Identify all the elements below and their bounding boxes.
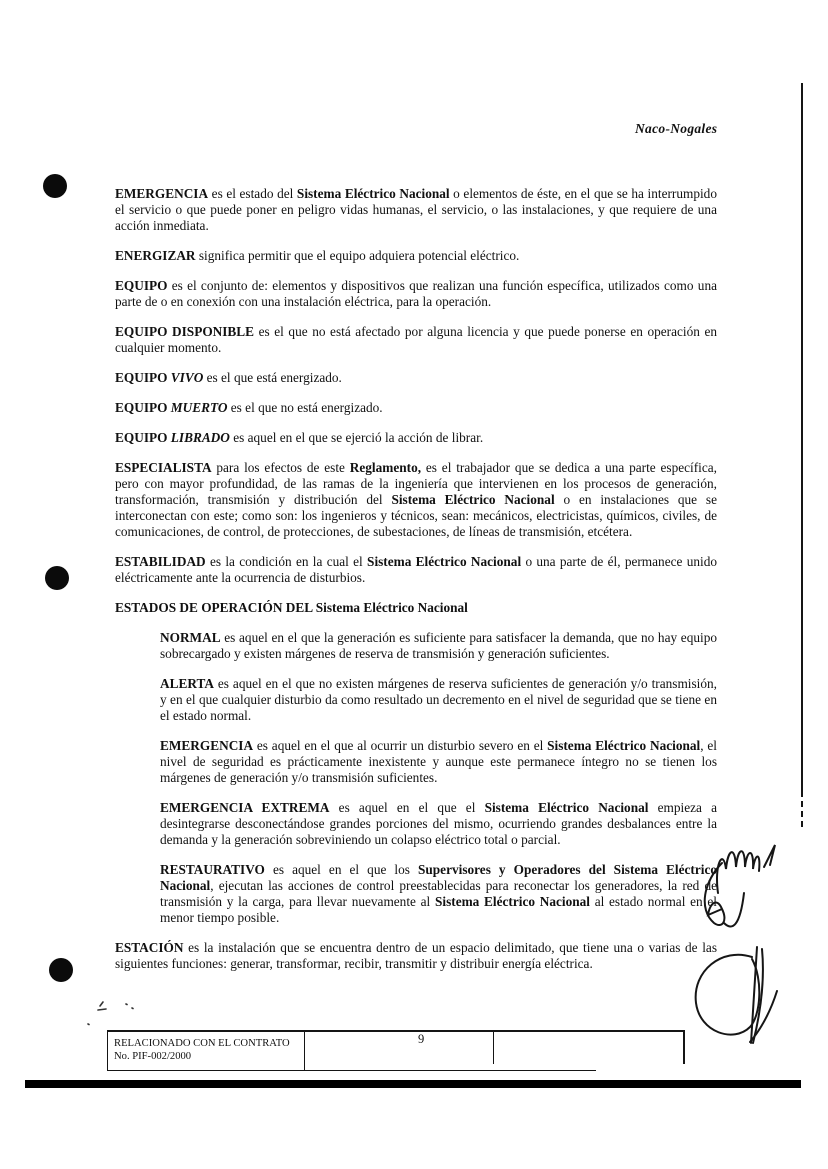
term-emphasis: ESPECIALISTA [115,460,212,475]
body-text: significa permitir que el equipo adquiera potencial eléctrico. [195,248,520,263]
hole-punch-mark [49,958,73,982]
term-emphasis: Sistema Eléctrico Nacional [547,738,701,753]
footer-table-bottom-border [107,1070,596,1071]
page-number: 9 [418,1032,425,1046]
footer-table-top-border [107,1030,685,1032]
signature-scribble-upper [705,845,775,927]
footer-contract-line2: No. PIF-002/2000 [114,1051,192,1062]
paragraph [160,800,717,848]
hole-punch-mark [43,174,67,198]
paragraph [115,186,717,234]
term-emphasis: Sistema Eléctrico Nacional [296,186,450,201]
footer-table-divider [493,1030,494,1064]
term-emphasis: EMERGENCIA [160,738,254,753]
body-text: , el nivel de seguridad es prácticamente inexistente y aunque este permanece íntegro no se tienen los márgenes de generación y/o transmisión suficientes. [160,738,717,785]
term-emphasis: Supervisores y Operadores del Sistema Eléctrico Nacional [160,862,717,893]
body-text: o en instalaciones que se interconectan con este; como son: los ingenieros y técnicos, sean: mecánicos, electricistas, químicos, civiles, de comunicaciones, de control, de protecciones, de subestaciones, de líneas de transmisión, etcétera. [115,492,717,539]
term-emphasis: EQUIPO DISPONIBLE [115,324,255,339]
body-text: , ejecutan las acciones de control preestablecidas para reconectar los generadores, la red de transmisión y la carga, para llevar nuevamente al [160,878,717,909]
term-emphasis: ALERTA [160,676,214,691]
signature-scribble-lower [696,947,777,1043]
body-text: es aquel en el que la generación es suficiente para satisfacer la demanda, que no hay equipo sobrecargado y existen márgenes de reserva de transmisión y generación suficientes. [160,630,717,661]
footer-table-left-border [107,1030,108,1071]
paragraph [115,248,717,264]
body-text: es aquel en el que el [329,800,485,815]
term-emphasis: Reglamento, [349,460,422,475]
header-title: Naco-Nogales [635,121,718,136]
signature-scribbles [680,835,800,1050]
body-text: es aquel en el que los [264,862,418,877]
body-text: o una parte de él, permanece unido eléctricamente ante la ocurrencia de disturbios. [115,554,717,585]
paragraph [115,554,717,586]
body-text: es aquel en el que no existen márgenes de reserva suficientes de generación y/o transmisión, y en el que cualquier disturbio da como resultado un decremento en el nivel de seguridad que se tiene en el estado normal. [160,676,717,723]
body-text: es aquel en el que al ocurrir un disturbio severo en el [253,738,548,753]
document-body [115,186,717,986]
term-emphasis: EMERGENCIA [115,186,209,201]
body-text: o elementos de éste, en el que se ha interrumpido el servicio o que puede poner en peligro vidas humanas, el servicio, o las instalaciones, y que requiere de una acción inmediata. [115,186,717,233]
term-emphasis: LIBRADO [170,430,230,445]
body-text: es el que no está afectado por alguna licencia y que puede ponerse en operación en cualquier momento. [115,324,717,355]
body-text: es el que no está energizado. [227,400,383,415]
paragraph [160,862,717,926]
footer-table-divider [304,1030,305,1071]
body-text: es aquel en el que se ejerció la acción de librar. [229,430,484,445]
term-emphasis: Sistema Eléctrico Nacional [484,800,649,815]
term-emphasis: EMERGENCIA EXTREMA [160,800,330,815]
term-emphasis: RESTAURATIVO [160,862,265,877]
body-text: es el conjunto de: elementos y dispositivos que realizan una función específica, utilizados como una parte de o en conexión con una instalación eléctrica, para la operación. [115,278,717,309]
term-emphasis: MUERTO [170,400,228,415]
term-emphasis: VIVO [170,370,204,385]
paragraph [160,738,717,786]
pencil-marks [78,998,148,1028]
term-emphasis: ENERGIZAR [115,248,196,263]
paragraph [115,370,717,386]
paragraph [115,600,717,616]
term-emphasis: ESTABILIDAD [115,554,206,569]
term-emphasis: EQUIPO [115,278,168,293]
body-text: es el estado del [208,186,297,201]
paragraph [115,430,717,446]
term-emphasis: EQUIPO [115,370,171,385]
body-text: es la instalación que se encuentra dentro de un espacio delimitado, que tiene una o varias de las siguientes funciones: generar, transformar, recibir, transmitir y distribuir energía eléctrica. [115,940,717,971]
term-emphasis: EQUIPO [115,400,171,415]
paragraph [115,940,717,972]
page-edge-line-dashed [801,791,803,827]
body-text: es la condición en la cual el [205,554,368,569]
term-emphasis: Sistema Eléctrico Nacional [391,492,555,507]
paragraph [115,324,717,356]
body-text: empieza a desintegrarse desconectándose grandes porciones del mismo, ocurriendo grandes desbalances entre la demanda y la generación sobreviniendo un colapso eléctrico total o parcial. [160,800,717,847]
footer-contract-line1: RELACIONADO CON EL CONTRATO [114,1038,290,1049]
body-text: es el que está energizado. [203,370,342,385]
footer-contract-note [114,1037,300,1063]
scan-artifact-bar [25,1080,801,1088]
term-emphasis: NORMAL [160,630,221,645]
hole-punch-mark [45,566,69,590]
term-emphasis: EQUIPO [115,430,171,445]
term-emphasis: ESTADOS DE OPERACIÓN DEL Sistema Eléctrico Nacional [115,600,468,615]
body-text: para los efectos de este [211,460,350,475]
body-text: es el trabajador que se dedica a una parte específica, pero con mayor profundidad, de las ramas de la ingeniería que intervienen en los procesos de generación, transformación, transmisión y distribución del [115,460,717,507]
paragraph [115,278,717,310]
term-emphasis: Sistema Eléctrico Nacional [367,554,522,569]
paragraph [115,460,717,540]
term-emphasis: ESTACIÓN [115,940,184,955]
paragraph [115,400,717,416]
body-text: al estado normal en el menor tiempo posible. [160,894,717,925]
paragraph [160,676,717,724]
page-edge-line [801,83,803,791]
paragraph [160,630,717,662]
term-emphasis: Sistema Eléctrico Nacional [435,894,590,909]
